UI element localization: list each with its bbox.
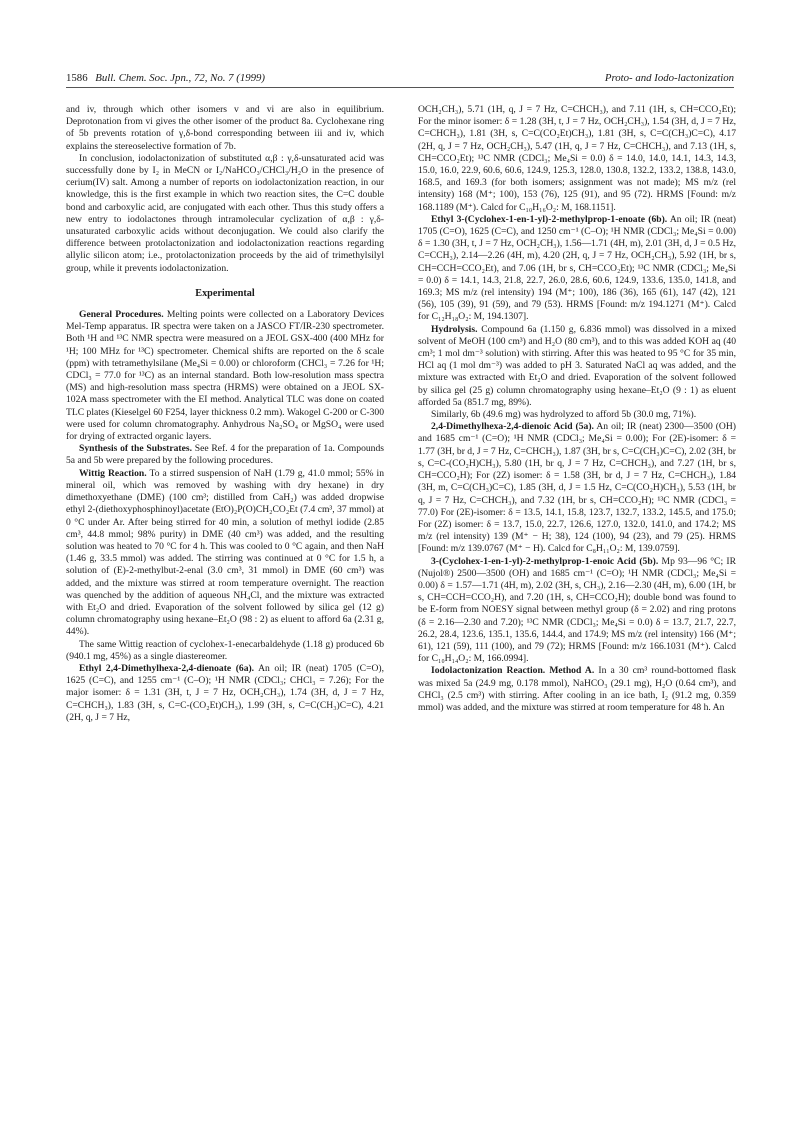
running-header xyxy=(66,71,734,88)
journal-citation: Bull. Chem. Soc. Jpn., 72, No. 7 (1999) xyxy=(95,72,266,84)
paragraph-intro: and iv, through which other isomers v and vi are also in equilibrium. Deprotonation from vi gives the other isomer of the product 8a. Cyclohexane ring of 5b prevents rotation of γ,δ-bond corresponding between iii and iv, which explains the stereoselective formation of 7b. xyxy=(66,104,384,152)
synthesis-text: See Ref. 4 for the preparation of 1a. Compounds 5a and 5b were prepared by the following procedures. xyxy=(66,443,384,467)
paragraph-synthesis xyxy=(66,443,384,467)
compound-heading-6a: Ethyl 2,4-Dimethylhexa-2,4-dienoate (6a). xyxy=(79,662,255,674)
general-procedures-text: Melting points were collected on a Laboratory Devices Mel-Temp apparatus. IR spectra were taken on a JASCO FT/IR-230 spectrometer. Both ¹H and ¹³C NMR spectra were measured on a JEOL GSX-400 (400 MHz for ¹H; 100 MHz for ¹³C) spectrometer. Chemical shifts are reported on the δ scale (ppm) with tetramethylsilane (Me₄Si = 0.00) or chloroform (CHCl₃ = 7.26 for ¹H; CDCl₃ = 77.0 for ¹³C) as an internal standard. Both low-resolution mass spectra (MS) and high-resolution mass spectra (HRMS) were obtained on a JEOL SX-102A mass spectrometer with the EI method. Analytical TLC was done on coated TLC plates (Kieselgel 60 F254, layer thickness 0.2 mm). Wakogel C-200 or C-300 were used for column chromatography. Anhydrous Na₂SO₄ or MgSO₄ were used for drying of extracted organic layers. xyxy=(66,309,384,443)
running-title: Proto- and Iodo-lactonization xyxy=(604,72,734,84)
run-in-heading-wittig: Wittig Reaction. xyxy=(79,467,147,479)
run-in-heading-hydrolysis: Hydrolysis. xyxy=(431,323,478,335)
compound-heading-6b: Ethyl 3-(Cyclohex-1-en-1-yl)-2-methylprop-1-enoate (6b). xyxy=(431,213,668,225)
left-column xyxy=(66,104,384,724)
paragraph-conclusion: In conclusion, iodolactonization of substituted α,β : γ,δ-unsaturated acid was successfully done by I₂ in MeCN or I₂/NaHCO₃/CHCl₃/H₂O in the presence of cerium(IV) salt. Among a number of reports on iodolactonization reaction, in our knowledge, this is the first example in which two reaction sites, the C=C double bond and carboxylic acid, are conjugated with each other. Thus this study offers a new entry to iodolactones through intramolecular cyclization of α,β : γ,δ-unsaturated carboxylic acids without deconjugation. We could also clarify the difference between protolactonization and iodolactonization reactions regarding allylic silicon atom; i.e., protolactonization proceeds by the aid of trimethylsilyl group, while it prevents iodolactonization. xyxy=(66,152,384,274)
right-column xyxy=(418,104,736,714)
paragraph-hydrolysis-cont: Similarly, 6b (49.6 mg) was hydrolyzed to afford 5b (30.0 mg, 71%). xyxy=(431,409,697,421)
run-in-heading-general: General Procedures. xyxy=(79,309,164,321)
paragraph-hydrolysis xyxy=(418,324,736,409)
paragraph-general-procedures xyxy=(66,309,384,443)
header-left xyxy=(66,71,265,85)
paragraph-wittig-cont: The same Wittig reaction of cyclohex-1-enecarbaldehyde (1.18 g) produced 6b (940.1 mg, 45%) as a single diastereomer. xyxy=(66,638,384,662)
paragraph-ester-6a xyxy=(66,663,384,724)
iodolactonization-text: In a 30 cm³ round-bottomed flask was mixed 5a (24.9 mg, 0.178 mmol), NaHCO₃ (29.1 mg), H₂O (0.64 cm³), and CHCl₃ (2.5 cm³) with stirring. After cooling in an ice bath, I₂ (91.2 mg, 0.359 mmol) was added, and the mixture was stirred at room temperature for 48 h. An xyxy=(418,665,736,713)
section-title-experimental: Experimental xyxy=(195,287,255,299)
compound-heading-5a: 2,4-Dimethylhexa-2,4-dienoic Acid (5a). xyxy=(431,421,594,433)
run-in-heading-iodolactonization: Iodolactonization Reaction. Method A. xyxy=(431,665,595,677)
compound-heading-5b: 3-(Cyclohex-1-en-1-yl)-2-methylprop-1-enoic Acid (5b). xyxy=(431,555,659,567)
paragraph-ester-6b xyxy=(418,214,736,324)
compound-6a-text: An oil; IR (neat) 1705 (C=O), 1625 (C=C), and 1255 cm⁻¹ (C–O); ¹H NMR (CDCl₃; CHCl₃ = 7.26); For the major isomer: δ = 1.31 (3H, t, J = 7 Hz, OCH₂CH₃), 1.74 (3H, d, J = 7 Hz, C=CHCH₃), 1.83 (3H, s, C=C-(CO₂Et)CH₃), 1.99 (3H, s, C=C(CH₃)C=C), 4.21 (2H, q, J = 7 Hz, xyxy=(66,662,384,723)
compound-6b-text: An oil; IR (neat) 1705 (C=O), 1625 (C=C), and 1250 cm⁻¹ (C–O); ¹H NMR (CDCl₃; Me₄Si = 0.00) δ = 1.30 (3H, t, J = 7 Hz, OCH₂CH₃), 1.56—1.71 (4H, m), 2.01 (3H, d, J = 0.5 Hz, C=CCH₃), 2.14—2.26 (4H, m), 4.20 (2H, q, J = 7 Hz, OCH₂CH₃), 5.92 (1H, br s, CH=CCH=CCO₂Et), and 7.06 (1H, br s, CH=CCO₂Et); ¹³C NMR (CDCl₃; Me₄Si = 0.0) δ = 14.1, 14.3, 21.8, 22.7, 26.0, 28.6, 60.6, 124.9, 133.6, 135.0, 141.8, and 169.3; MS m/z (rel intensity) 194 (M⁺; 100), 186 (36), 165 (61), 147 (42), 121 (56), 105 (39), 91 (59), and 79 (53). HRMS [Found: m/z 194.1271 (M⁺). Calcd for C₁₂H₁₈O₂: M, 194.1307]. xyxy=(418,213,736,323)
wittig-text: To a stirred suspension of NaH (1.79 g, 41.0 mmol; 55% in mineral oil, which was removed by washing with dry hexane) in dry dimethoxyethane (DME) (100 cm³; distilled from CaH₂) was added dropwise ethyl 2-(diethoxyphosphinoyl)acetate (EtO)₂P(O)CH₂CO₂Et (7.4 cm³, 37 mmol) at 0 °C under Ar. After being stirred for 40 min, a solution of methyl iodide (2.85 cm³, 44.8 mmol; 98% purity) in DME (40 cm³) was added, and the resulting solution was heated to 70 °C for 4 h. This was cooled to 0 °C again, and then NaH (1.46 g, 33.5 mmol) was added. The stirring was continued at 0 °C for 1.5 h, a solution of (E)-2-methylbut-2-enal (3.0 cm³, 31 mmol) in DME (60 cm³) was added, and the mixture was stirred at room temperature overnight. The reaction was quenched by the addition of aqueous NH₄Cl, and the mixture was extracted with Et₂O and dried. Evaporation of the solvent followed by silica gel (12 g) column chromatography using hexane–Et₂O (98 : 2) as eluent to afford 6a (2.31 g, 44%). xyxy=(66,467,384,638)
compound-5b-text: Mp 93—96 °C; IR (Nujol®) 2500—3500 (OH) and 1685 cm⁻¹ (C=O); ¹H NMR (CDCl₃; Me₄Si = 0.00) δ = 1.57—1.71 (4H, m), 2.02 (3H, s, CH₃), 2.16—2.30 (4H, m), 6.00 (1H, br s, CH=CCH=CCO₂H), and 7.20 (1H, s, CH=CCO₂H); double bond was found to be E-form from NOESY signal between methyl group (δ = 2.02) and ring protons (δ = 2.16—2.30 and 7.20); ¹³C NMR (CDCl₃; Me₄Si = 0.0) δ = 13.7, 21.7, 22.7, 26.2, 28.4, 123.6, 135.1, 135.6, 144.4, and 174.9; MS m/z (rel intensity) 166 (M⁺; 61), 121 (59), 111 (100), and 79 (72); HRMS [Found: m/z 166.1031 (M⁺). Calcd for C₁₀H₁₄O₂: M, 166.0994]. xyxy=(418,555,736,665)
paragraph-iodolactonization xyxy=(418,665,736,714)
compound-5a-text: An oil; IR (neat) 2300—3500 (OH) and 1685 cm⁻¹ (C=O); ¹H NMR (CDCl₃; Me₄Si = 0.00); For (2E)-isomer: δ = 1.77 (3H, br d, J = 7 Hz, C=CHCH₃), 1.87 (3H, br s, C=C(CH₃)C=C), 2.02 (3H, br s, C=C-(CO₂H)CH₃), 5.80 (1H, br q, J = 7 Hz, C=CHCH₃), and 7.27 (1H, br s, CH=CCO₂H); For (2Z) isomer: δ = 1.58 (3H, br d, J = 7 Hz, C=CHCH₃), 1.84 (3H, m, C=C(CH₃)C=C), 1.85 (3H, d, J = 1.5 Hz, C=C(CO₂H)CH₃), 5.53 (1H, br q, J = 7 Hz, C=CHCH₃), and 7.32 (1H, br s, CH=CCO₂H); ¹³C NMR (CDCl₃ = 77.0) For (2E)-isomer: δ = 13.5, 14.1, 15.8, 123.7, 132.7, 133.2, 145.5, and 175.0; For (2Z) isomer: δ = 13.7, 15.0, 22.7, 126.6, 127.0, 132.0, 141.0, and 174.2; MS m/z (rel intensity) 139 (M⁺ − H; 38), 124 (100), 94 (23), and 79 (25). HRMS [Found: m/z 139.0767 (M⁺ − H). Calcd for C₈H₁₁O₂: M, 139.0759]. xyxy=(418,421,736,555)
run-in-heading-synthesis: Synthesis of the Substrates. xyxy=(79,443,192,455)
paragraph-wittig xyxy=(66,468,384,639)
paragraph-acid-5a xyxy=(418,421,736,555)
page-number: 1586 xyxy=(66,72,88,84)
hydrolysis-text: Compound 6a (1.150 g, 6.836 mmol) was dissolved in a mixed solvent of MeOH (100 cm³) and H₂O (80 cm³), and to this was added KOH aq (40 cm³; 1 mol dm⁻³ solution) with stirring. After this was heated to 95 °C for 35 min, HCl aq (1 mol dm⁻³) was added to pH 3. Saturated NaCl aq was added, and the mixture was extracted with Et₂O and dried. Evaporation of the solvent followed by silica gel (25 g) column chromatography using hexane–Et₂O (9 : 1) as eluent afforded 5a (851.7 mg, 89%). xyxy=(418,323,736,408)
paragraph-acid-5b xyxy=(418,556,736,666)
paragraph-6a-continued: OCH₂CH₃), 5.71 (1H, q, J = 7 Hz, C=CHCH₃), and 7.11 (1H, s, CH=CCO₂Et); For the minor isomer: δ = 1.28 (3H, t, J = 7 Hz, OCH₂CH₃), 1.54 (3H, d, J = 7 Hz, C=CHCH₃), 1.81 (3H, s, C=C(CO₂Et)CH₃), 1.81 (3H, s, C=C(CH₃)C=C), 4.17 (2H, q, J = 7 Hz, OCH₂CH₃), 5.47 (1H, q, J = 7 Hz, C=CHCH₃), and 7.13 (1H, s, CH=CCO₂Et); ¹³C NMR (CDCl₃; Me₄Si = 0.0) δ = 14.0, 14.0, 14.1, 14.3, 14.3, 15.0, 16.0, 22.9, 60.6, 60.6, 124.9, 125.3, 128.0, 130.8, 132.2, 133.2, 138.8, 143.0, 168.5, and 169.3 (for both isomers; assignment was not made); MS m/z (rel intensity) 168 (M⁺; 100), 153 (76), 125 (91), and 95 (72). HRMS [Found: m/z 168.1189 (M⁺). Calcd for C₁₀H₁₆O₂: M, 168.1151]. xyxy=(418,104,736,213)
